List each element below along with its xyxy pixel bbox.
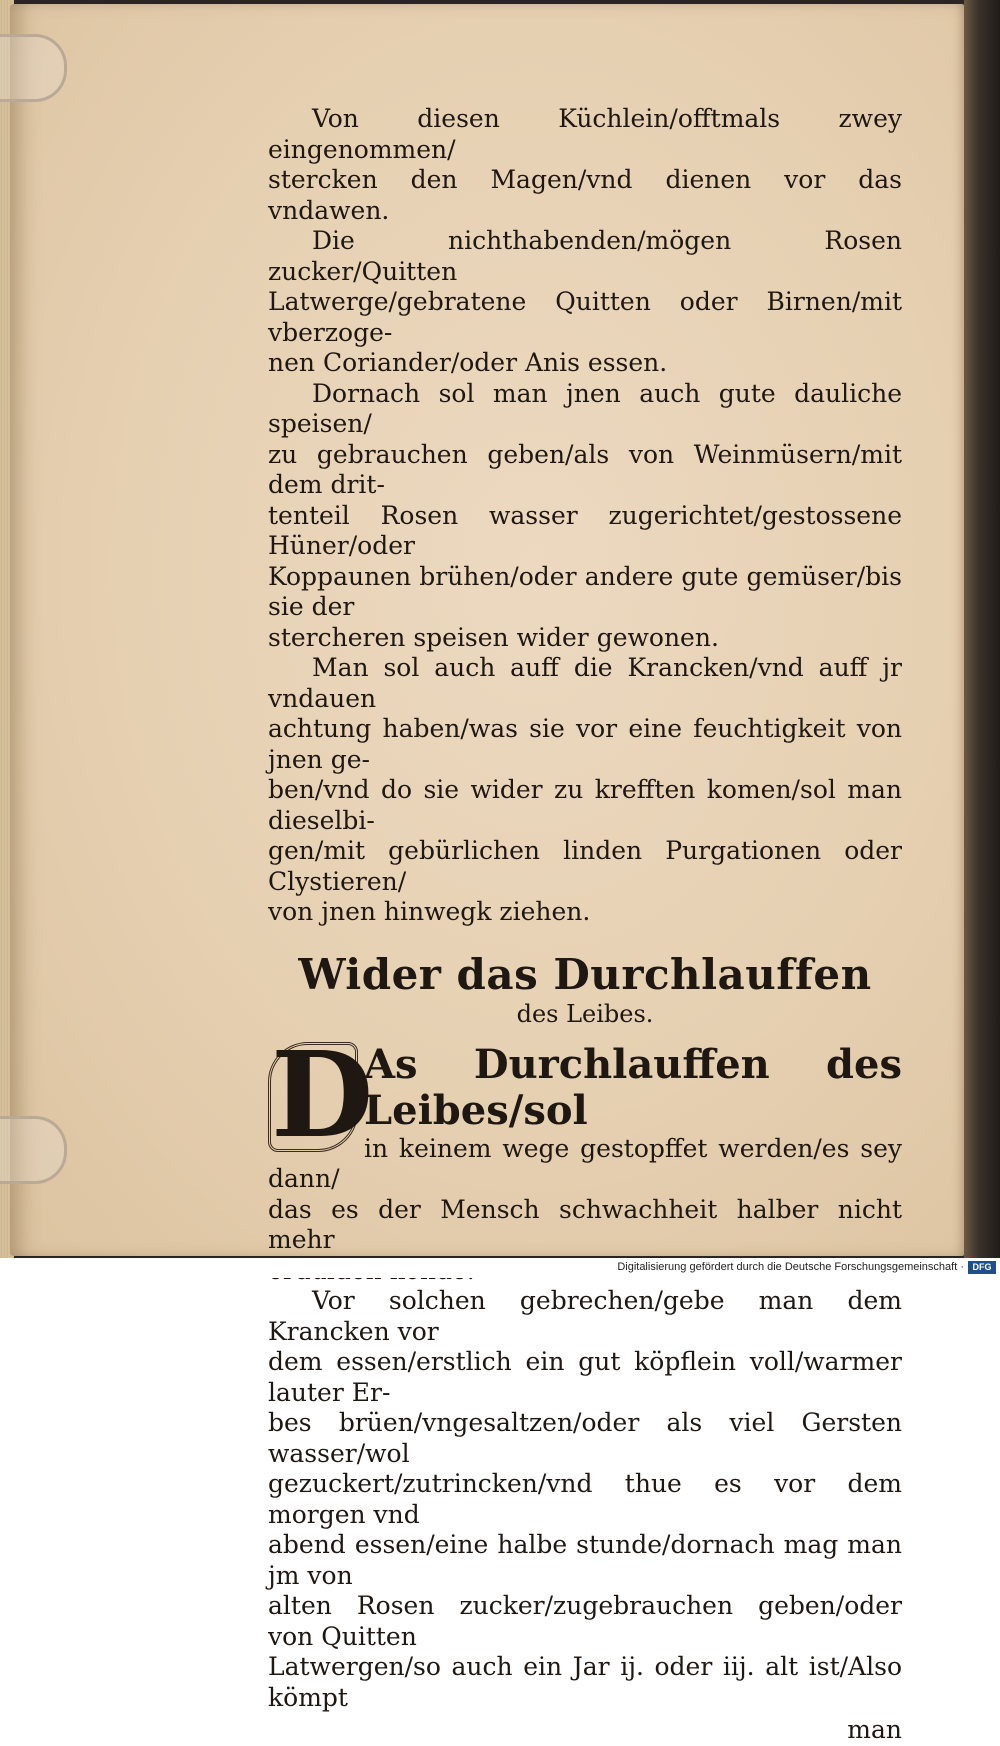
text-line-large: As Durchlauffen des Leibes/sol: [364, 1040, 902, 1134]
text-line: abend essen/eine halbe stunde/dornach mag man jm von: [268, 1530, 902, 1590]
text-line: ben/vnd do sie wider zu krefften komen/sol man dieselbi-: [268, 775, 902, 835]
text-line: achtung haben/was sie vor eine feuchtigkeit von jnen ge-: [268, 714, 902, 774]
text-line: dem essen/erstlich ein gut köpflein voll/warmer lauter Er-: [268, 1347, 902, 1407]
footer-bar: [0, 1258, 1000, 1278]
text-line: Vor solchen gebrechen/gebe man dem Krancken vor: [268, 1286, 902, 1346]
text-line: stercken den Magen/vnd dienen vor das vndawen.: [268, 165, 902, 225]
paragraph-5: [268, 1024, 902, 1287]
text-line: Koppaunen brühen/oder andere gute gemüser/bis sie der: [268, 561, 902, 621]
funding-notice: Digitalisierung gefördert durch die Deutsche Forschungsgemeinschaft ·: [617, 1261, 964, 1273]
text-line: zu gebrauchen geben/als von Weinmüsern/mit dem drit-: [268, 439, 902, 499]
catchword: man: [847, 1715, 902, 1744]
text-line: Latwerge/gebratene Quitten oder Birnen/mit vberzoge-: [268, 287, 902, 347]
text-line: in keinem wege gestopffet werden/es sey dann/: [268, 1133, 902, 1193]
section-heading: Wider das Durchlauffen: [298, 949, 872, 999]
text-line: stercheren speisen wider gewonen.: [268, 622, 719, 652]
text-line: das es der Mensch schwachheit halber nicht mehr: [268, 1194, 902, 1254]
text-line: gezuckert/zutrincken/vnd thue es vor dem morgen vnd: [268, 1469, 902, 1529]
text-line: Dornach sol man jnen auch gute dauliche speisen/: [268, 378, 902, 438]
text-line: Man sol auch auff die Krancken/vnd auff jr vndauen: [268, 653, 902, 713]
text-line: nen Coriander/oder Anis essen.: [268, 348, 668, 377]
text-line: alten Rosen zucker/zugebrauchen geben/oder von Quitten: [268, 1591, 902, 1651]
clip-tab-top: [0, 34, 67, 102]
clip-tab-bottom: [0, 1116, 67, 1184]
paragraph-1: [268, 104, 902, 226]
text-line: Latwergen/so auch ein Jar ij. oder iij. alt ist/Also kömpt: [268, 1652, 902, 1712]
paragraph-3: [268, 379, 902, 654]
paragraph-6: [268, 1286, 902, 1713]
text-line: tenteil Rosen wasser zugerichtet/gestossene Hüner/oder: [268, 500, 902, 560]
text-line: Die nichthabenden/mögen Rosen zucker/Quitten: [268, 226, 902, 286]
text-line: bes brüen/vngesaltzen/oder als viel Gersten wasser/wol: [268, 1408, 902, 1468]
text-line: von jnen hinwegk ziehen.: [268, 897, 591, 926]
text-line: gen/mit gebürlichen linden Purgationen oder Clystieren/: [268, 836, 902, 896]
paragraph-2: [268, 226, 902, 379]
section-subheading: des Leibes.: [516, 999, 654, 1028]
paragraph-4: [268, 653, 902, 928]
page-text: [268, 104, 902, 1746]
dfg-logo: DFG: [968, 1261, 996, 1274]
binding-shadow: [964, 0, 1000, 1258]
text-line: Von diesen Küchlein/offtmals zwey eingenommen/: [268, 104, 902, 164]
decorated-initial: D: [268, 1042, 358, 1152]
